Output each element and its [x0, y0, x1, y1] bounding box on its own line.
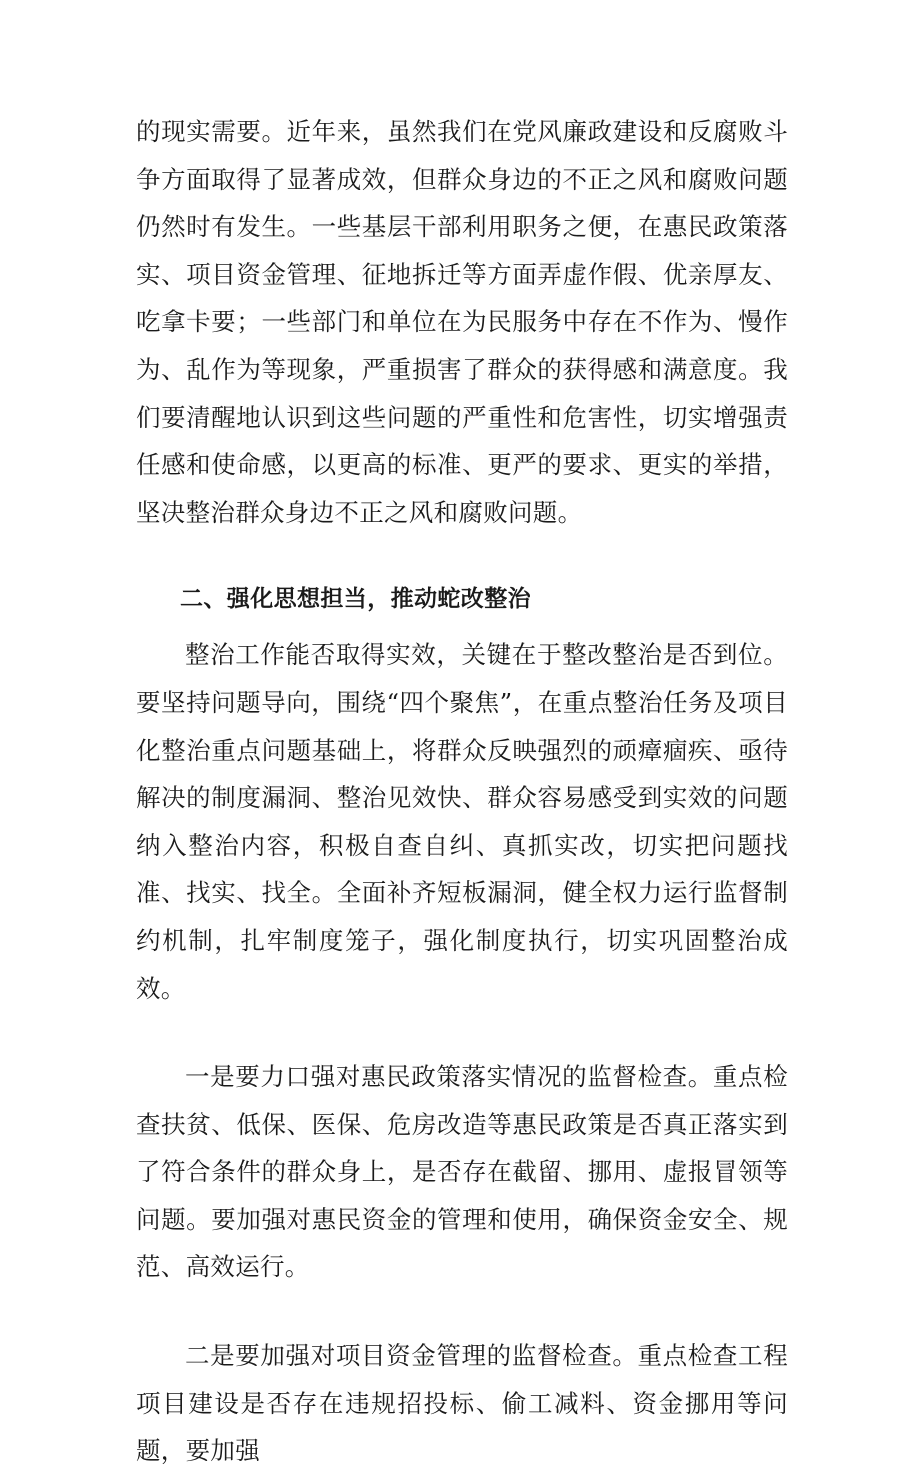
paragraph-point-two: 二是要加强对项目资金管理的监督检查。重点检查工程项目建设是否存在违规招投标、偷工减料、资金挪用等问题，要加强 [136, 1341, 788, 1466]
document-body [136, 108, 788, 1475]
paragraph-rectification: 整治工作能否取得实效，关键在于整改整治是否到位。要坚持问题导向，围绕“四个聚焦”，在重点整治任务及项目化整治重点问题基础上，将群众反映强烈的顽瘴痼疾、亟待解决的制度漏洞、整治见效快、群众容易感受到实效的问题纳入整治内容，积极自查自纠、真抓实改，切实把问题找准、找实、找全。全面补齐短板漏洞，健全权力运行监督制约机制，扎牢制度笼子，强化制度执行，切实巩固整治成效。 [136, 640, 788, 1003]
section-heading: 二、强化思想担当，推动蛇改整治 [180, 586, 531, 613]
paragraph-point-one: 一是要力口强对惠民政策落实情况的监督检查。重点检查扶贫、低保、医保、危房改造等惠民政策是否真正落实到了符合条件的群众身上，是否存在截留、挪用、虚报冒领等问题。要加强对惠民资金的管理和使用，确保资金安全、规范、高效运行。 [136, 1062, 788, 1282]
paragraph-continued: 的现实需要。近年来，虽然我们在党风廉政建设和反腐败斗争方面取得了显著成效，但群众身边的不正之风和腐败问题仍然时有发生。一些基层干部利用职务之便，在惠民政策落实、项目资金管理、征地拆迁等方面弄虚作假、优亲厚友、吃拿卡要；一些部门和单位在为民服务中存在不作为、慢作为、乱作为等现象，严重损害了群众的获得感和满意度。我们要清醒地认识到这些问题的严重性和危害性，切实增强责任感和使命感，以更高的标准、更严的要求、更实的举措，坚决整治群众身边不正之风和腐败问题。 [136, 117, 788, 527]
